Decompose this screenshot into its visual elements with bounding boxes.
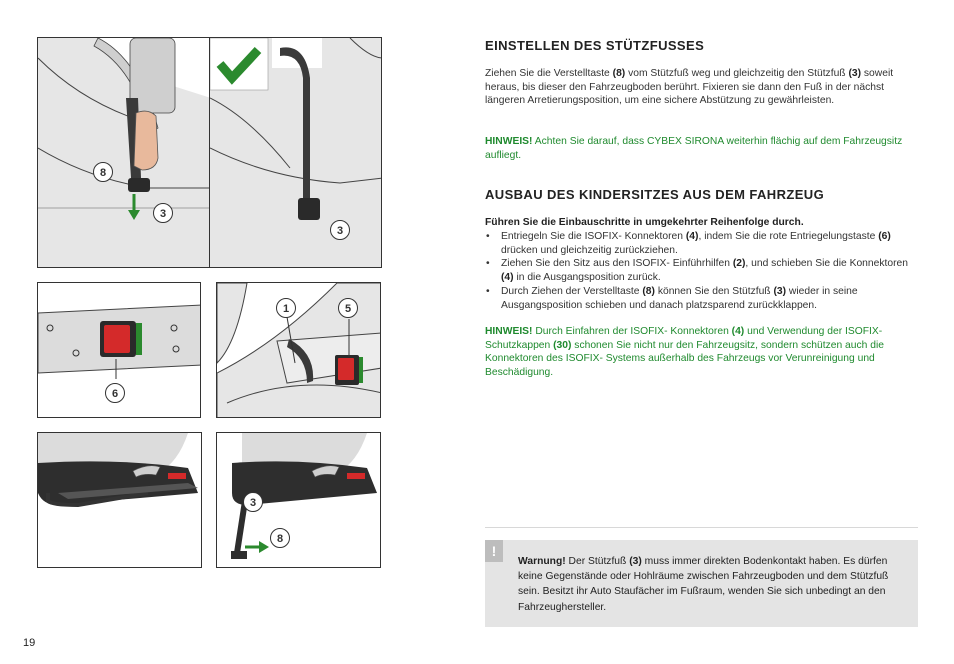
figure-release-button	[37, 282, 201, 418]
callout-3: 3	[330, 220, 350, 240]
figure-support-leg-correct	[209, 37, 382, 268]
callout-8: 8	[270, 528, 290, 548]
callout-5: 5	[338, 298, 358, 318]
callout-1: 1	[276, 298, 296, 318]
figure-support-leg-adjust	[37, 37, 210, 268]
removal-step: • Durch Ziehen der Verstelltaste (8) können Sie den Stützfuß (3) wieder in seine Ausgangsposition schieben und danach platzsparend zurückklappen.	[485, 285, 915, 312]
callout-8: 8	[93, 162, 113, 182]
figure-isofix-connector	[216, 282, 381, 418]
section-title-support-leg: EINSTELLEN DES STÜTZFUSSES	[485, 38, 705, 53]
support-leg-extended-illustration	[217, 433, 381, 568]
figure-support-leg-extended	[216, 432, 381, 568]
red-release-button	[338, 358, 354, 380]
callout-3: 3	[153, 203, 173, 223]
warning-text: Warnung! Der Stützfuß (3) muss immer direkten Bodenkontakt haben. Es dürfen keine Gegenstände oder Hohlräume zwischen Fahrzeugboden und dem Stützfuß sein. Besitzt ihr Auto Staufächer im Fußraum, wenden Sie sich unbedingt an den Fahrzeughersteller.	[518, 556, 889, 613]
seat-base-folded-illustration	[38, 433, 202, 568]
callout-6: 6	[105, 383, 125, 403]
removal-lead: Führen Sie die Einbauschritte in umgekehrter Reihenfolge durch.	[485, 217, 804, 228]
callout-3: 3	[243, 492, 263, 512]
figure-seat-base-folded	[37, 432, 202, 568]
support-leg-adjust-illustration	[38, 38, 210, 268]
warning-box	[485, 540, 918, 627]
removal-steps-list	[485, 230, 915, 312]
red-release-button	[104, 325, 130, 353]
removal-step: • Ziehen Sie den Sitz aus den ISOFIX- Einführhilfen (2), und schieben Sie die Konnektoren (4) in die Ausgangsposition zurück.	[485, 257, 915, 284]
paragraph-support-leg: Ziehen Sie die Verstelltaste (8) vom Stützfuß weg und gleichzeitig den Stützfuß (3) soweit heraus, bis dieser den Fahrzeugboden berührt. Fixieren sie dann den Fuß in der nächst längeren Arretierungsposition, um eine sichere Abstützung zu gewährleisten.	[485, 68, 894, 107]
removal-step: • Entriegeln Sie die ISOFIX- Konnektoren (4), indem Sie die rote Entriegelungstaste (6) drücken und gleichzeitig zurückziehen.	[485, 230, 915, 257]
divider	[485, 527, 918, 528]
support-leg-correct-illustration	[210, 38, 382, 268]
warning-icon: !	[485, 540, 503, 562]
page-number: 19	[23, 637, 36, 649]
section-title-removal: AUSBAU DES KINDERSITZES AUS DEM FAHRZEUG	[485, 187, 825, 202]
note-support-leg: HINWEIS! Achten Sie darauf, dass CYBEX SIRONA weiterhin flächig auf dem Fahrzeugsitz aufliegt.	[485, 136, 903, 161]
note-removal: HINWEIS! Durch Einfahren der ISOFIX- Konnektoren (4) und Verwendung der ISOFIX- Schutzkappen (30) schonen Sie nicht nur den Fahrzeugsitz, sondern schützen auch die Konnektoren des ISOFIX- Systems außerhalb des Fahrzeugs vor Verunreinigung und Beschädigung.	[485, 326, 884, 379]
